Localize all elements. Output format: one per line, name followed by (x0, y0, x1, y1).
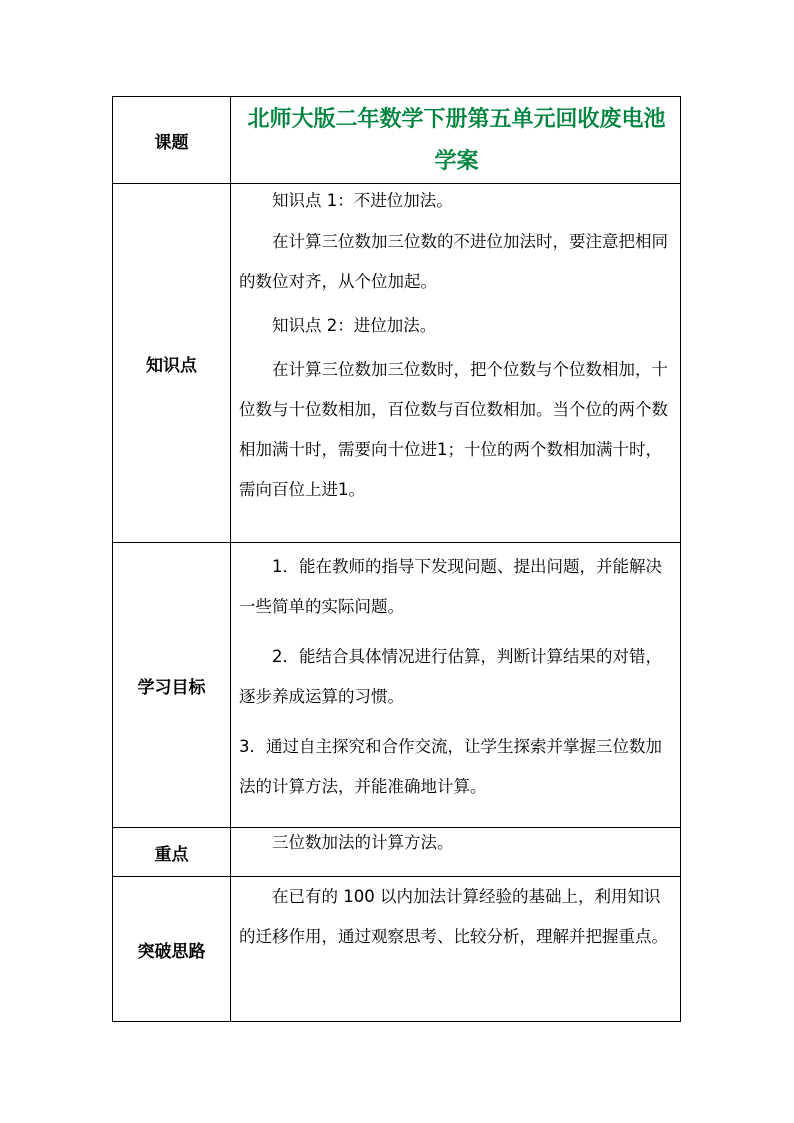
row-approach (113, 877, 681, 1022)
knowledge-point-2-text: 在计算三位数加三位数时，把个位数与个位数相加，十位数与十位数相加，百位数与百位数相加。当个位的两个数相加满十时，需要向十位进1；十位的两个数相加满十时，需向百位上进1。 (239, 360, 668, 499)
row-knowledge (113, 184, 681, 543)
row-content-knowledge (231, 184, 681, 543)
row-content-goals (231, 543, 681, 828)
goal-1: 1．能在教师的指导下发现问题、提出问题，并能解决一些简单的实际问题。 (239, 557, 662, 616)
goal-3: 3．通过自主探究和合作交流，让学生探索并掌握三位数加法的计算方法，并能准确地计算。 (239, 737, 662, 796)
goal-2: 2．能结合具体情况进行估算，判断计算结果的对错，逐步养成运算的习惯。 (239, 647, 662, 706)
row-label-focus: 重点 (113, 828, 231, 877)
row-content-title (231, 97, 681, 184)
knowledge-point-1-heading: 知识点 1：不进位加法。 (272, 191, 453, 210)
row-label-approach: 突破思路 (113, 877, 231, 1022)
knowledge-point-1-text: 在计算三位数加三位数的不进位加法时，要注意把相同的数位对齐，从个位加起。 (239, 232, 668, 291)
row-content-approach (231, 877, 681, 1022)
focus-text: 三位数加法的计算方法。 (272, 833, 454, 852)
lesson-title: 北师大版二年数学下册第五单元回收废电池学案 (247, 107, 666, 174)
row-goals (113, 543, 681, 828)
lesson-plan-table (112, 96, 681, 1022)
row-focus (113, 828, 681, 877)
row-label-title: 课题 (113, 97, 231, 184)
knowledge-point-2-heading: 知识点 2：进位加法。 (272, 316, 437, 335)
row-label-knowledge: 知识点 (113, 184, 231, 543)
row-title (113, 97, 681, 184)
approach-text: 在已有的 100 以内加法计算经验的基础上，利用知识的迁移作用，通过观察思考、比较分析，理解并把握重点。 (239, 887, 668, 946)
row-label-goals: 学习目标 (113, 543, 231, 828)
row-content-focus (231, 828, 681, 877)
